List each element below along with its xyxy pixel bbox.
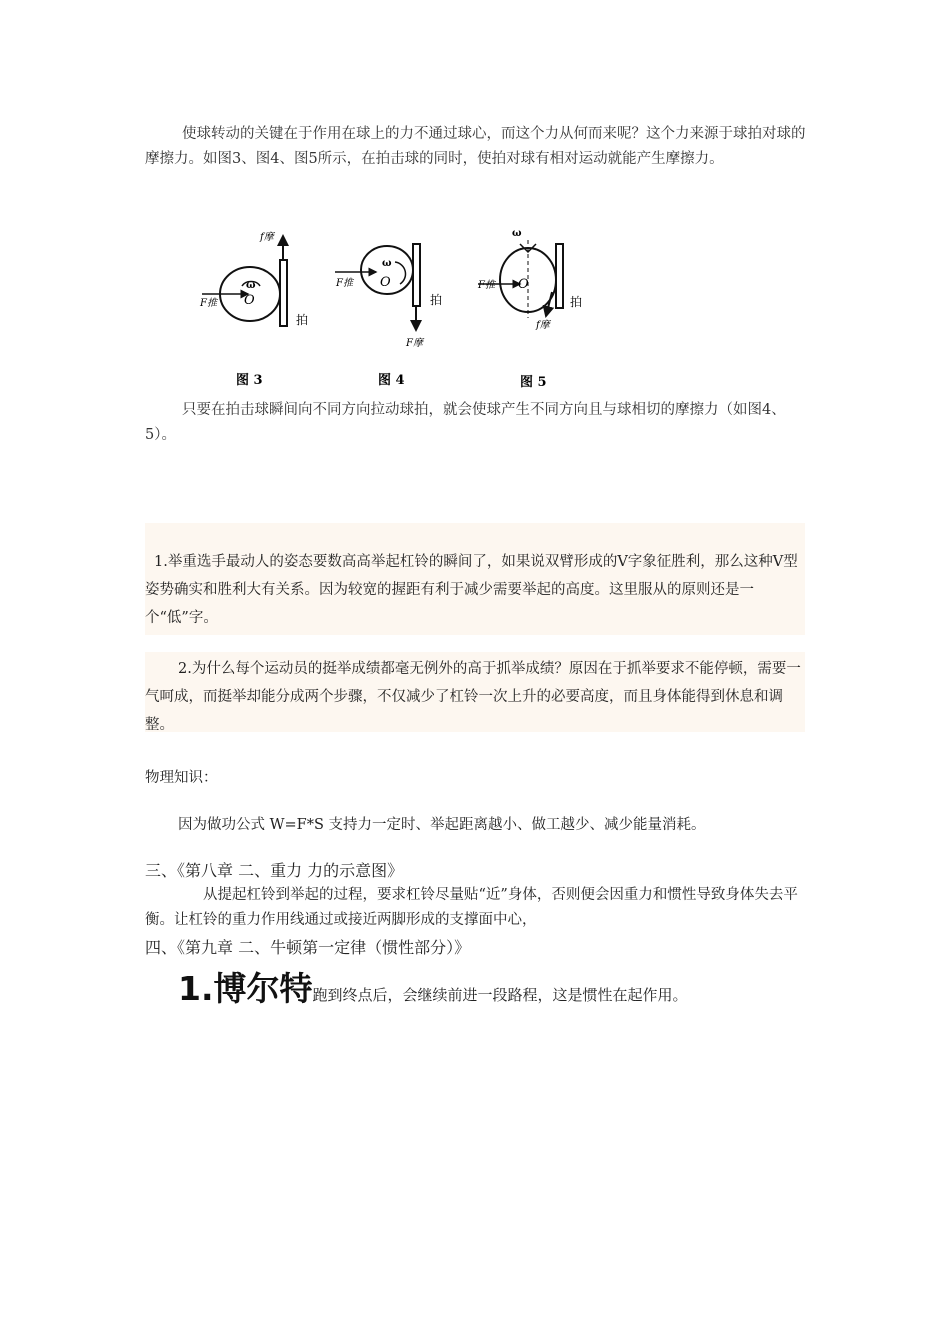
fig5-friction-label: f摩: [536, 320, 550, 331]
friction-figures: [190, 222, 610, 394]
fig3-center: O: [244, 293, 255, 308]
after-figure-paragraph: 只要在拍击球瞬间向不同方向拉动球拍，就会使球产生不同方向且与球相切的摩擦力（如图4、5）。: [145, 402, 786, 443]
bolt-rest-text: 跑到终点后，会继续前进一段路程，这是惯性在起作用。: [312, 986, 688, 1004]
figure-4: [335, 244, 442, 388]
figure-3: [199, 231, 308, 388]
section2-item2: 2.为什么每个运动员的挺举成绩都毫无例外的高于抓举成绩？原因在于抓举要求不能停顿，需要一气呵成，而挺举却能分成两个步骤，不仅减少了杠铃一次上升的必要高度，而且身体能得到休息和调整。: [145, 661, 801, 733]
fig4-center: O: [380, 275, 391, 290]
fig3-omega: ω: [246, 280, 256, 291]
fig4-push-label: F推: [336, 278, 353, 289]
fig3-push-label: F推: [200, 298, 217, 309]
figure-5: [477, 228, 582, 390]
fig5-center: O: [518, 277, 529, 292]
fig3-friction-label: f摩: [260, 232, 274, 243]
work-formula: 因为做功公式 W=F*S 支持力一定时、举起距离越小、做工越少、减少能量消耗。: [178, 817, 706, 833]
fig3-caption: 图 3: [236, 373, 263, 388]
fig4-caption: 图 4: [378, 373, 405, 388]
section3-heading: 三、《第八章 二、重力 力的示意图》: [145, 861, 404, 880]
fig5-omega: ω: [512, 228, 522, 239]
fig5-caption: 图 5: [520, 375, 547, 390]
intro-paragraph: 使球转动的关键在于作用在球上的力不通过球心，而这个力从何而来呢？这个力来源于球拍对球的摩擦力。如图3、图4、图5所示，在拍击球的同时，使拍对球有相对运动就能产生摩擦力。: [145, 126, 806, 167]
fig4-racket-label: 拍: [430, 293, 443, 307]
fig5-push-label: F推: [478, 280, 495, 291]
fig4-omega: ω: [382, 258, 392, 269]
bolt-big-text: 1.博尔特: [178, 969, 313, 1008]
fig4-friction-label: F摩: [406, 338, 423, 349]
physics-label: 物理知识：: [145, 770, 218, 786]
fig5-racket-label: 拍: [570, 295, 583, 309]
fig3-racket-label: 拍: [296, 313, 309, 327]
section2-item1: 1.举重选手最动人的姿态要数高高举起杠铃的瞬间了，如果说双臂形成的V字象征胜利，那么这种V型姿势确实和胜利大有关系。因为较宽的握距有利于减少需要举起的高度。这里服从的原则还是一个“低”字。: [145, 554, 798, 626]
section3-paragraph: 从提起杠铃到举起的过程，要求杠铃尽量贴“近”身体，否则便会因重力和惯性导致身体失去平衡。让杠铃的重力作用线通过或接近两脚形成的支撑面中心，: [145, 887, 798, 928]
section4-heading: 四、《第九章 二、牛顿第一定律（惯性部分）》: [145, 938, 471, 957]
bolt-line: [178, 963, 688, 1010]
